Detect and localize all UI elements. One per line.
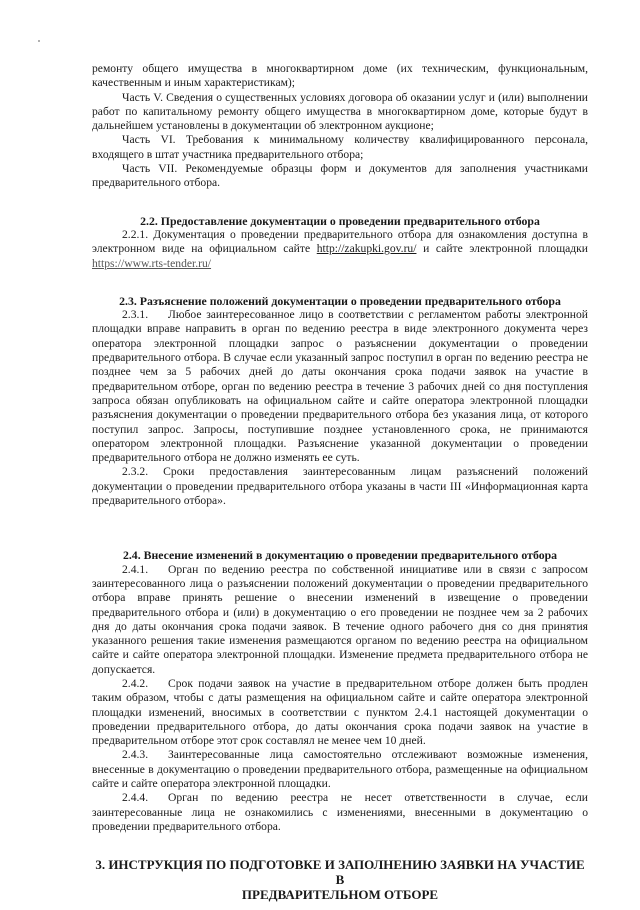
- section-2-3-heading: 2.3. Разъяснение положений документации о проведении предварительного отбора: [119, 293, 561, 308]
- clause-number: 2.3.1.: [122, 308, 149, 322]
- intro-part-5: Часть V. Сведения о существенных условиях договора об оказании услуг и (или) выполнении работ по капитальному ремонту общего имущества в многоквартирном доме, которые будут в дальнейшем установлены в документации об электронном аукционе;: [92, 90, 588, 133]
- section-2-4-1-paragraph: [92, 563, 588, 677]
- zakupki-link[interactable]: http://zakupki.gov.ru/: [316, 242, 417, 256]
- scan-artifact: [38, 40, 40, 42]
- clause-number: 2.4.3.: [122, 748, 149, 762]
- intro-part-7: Часть VII. Рекомендуемые образцы форм и документов для заполнения участниками предварительного отбора.: [92, 162, 588, 190]
- section-2-3-1-text: Любое заинтересованное лицо в соответствии с регламентом работы электронной площадки вправе направить в орган по ведению реестра в виде электронного документа через оператора электронной площадки запрос о разъяснении документации о проведении предварительного отбора. В случае если указанный запрос поступил в орган по ведению реестра не позднее чем за 5 рабочих дней до даты окончания срока подачи заявок на участие в предварительном отборе, орган по ведению реестра в течение 3 рабочих дней со дня поступления запроса обязан опубликовать на официальном сайте и сайте оператора электронной площадки разъяснения документации о проведении предварительного отбора без указания лица, от которого поступил запрос. Запросы, поступившие позднее установленного срока, не принимаются оператором электронной площадки. Разъяснение указанной документации о проведении предварительного отбора не должно изменять ее суть.: [92, 308, 588, 465]
- section-2-4-1-text: Орган по ведению реестра по собственной инициативе или в связи с запросом заинтересованного лица о разъяснении положений документации о проведении предварительного отбора вправе принять решение о внесении изменений в извещение о проведении предварительного отбора и (или) в документацию о его проведении не позднее чем за 2 рабочих дня до даты окончания срока подачи заявок. В течение одного рабочего дня со дня принятия указанного решения такие изменения размещаются органом по ведению реестра на официальном сайте и сайте оператора электронной площадки. Изменение предмета предварительного отбора не допускается.: [92, 562, 588, 676]
- intro-continuation: ремонту общего имущества в многоквартирном доме (их техническим, функциональным, качественным и иным характеристикам);: [92, 62, 588, 90]
- section-2-2-1-text-mid: и сайте электронной площадки: [416, 242, 589, 256]
- section-2-2-heading: 2.2. Предоставление документации о проведении предварительного отбора: [140, 213, 540, 228]
- intro-part-6: Часть VI. Требования к минимальному количеству квалифицированного персонала, входящего в штат участника предварительного отбора;: [92, 133, 588, 161]
- section-2-4-3-text: Заинтересованные лица самостоятельно отслеживают возможные изменения, внесенные в документацию о проведении предварительного отбора, размещенные на официальном сайте и сайте оператора электронной площадки.: [92, 748, 588, 791]
- section-2-4-4-text: Орган по ведению реестра не несет ответственности в случае, если заинтересованные лица не ознакомились с изменениями, внесенными в документацию о проведении предварительного отбора.: [92, 791, 588, 833]
- clause-number: 2.4.4.: [122, 791, 149, 805]
- document-body: [92, 62, 588, 902]
- chapter-3-heading-line-2: ПРЕДВАРИТЕЛЬНОМ ОТБОРЕ: [241, 887, 439, 903]
- section-2-4-3-paragraph: [92, 748, 588, 791]
- section-2-3-1-paragraph: [92, 308, 588, 465]
- section-2-4-2-text: Срок подачи заявок на участие в предварительном отборе должен быть продлен таким образом, чтобы с даты размещения на официальном сайте и сайте оператора электронной площадки изменений, вносимых в соответствии с пунктом 2.4.1 настоящей документации о проведении предварительного отбора, до даты окончания срока подачи заявок на участие в предварительном отборе этот срок составлял не менее чем 10 дней.: [92, 676, 588, 748]
- section-2-2-1-text: 2.2.1. Документация о проведении предварительного отбора для ознакомления доступна в электронном виде на официальном сайте: [92, 227, 588, 256]
- clause-number: 2.4.1.: [122, 562, 149, 576]
- rts-tender-link[interactable]: https://www.rts-tender.ru/: [92, 256, 212, 270]
- section-2-3-2-paragraph: 2.3.2. Сроки предоставления заинтересованным лицам разъяснений положений документации о проведении предварительного отбора указаны в части III «Информационная карта предварительного отбора».: [92, 465, 588, 508]
- section-2-4-heading: 2.4. Внесение изменений в документацию о проведении предварительного отбора: [122, 548, 558, 563]
- section-2-2-1-paragraph: [92, 228, 588, 271]
- section-2-4-4-paragraph: [92, 791, 588, 834]
- section-2-4-2-paragraph: [92, 677, 588, 748]
- chapter-3-heading-line-1: 3. ИНСТРУКЦИЯ ПО ПОДГОТОВКЕ И ЗАПОЛНЕНИЮ ЗАЯВКИ НА УЧАСТИЕ В: [95, 857, 585, 888]
- clause-number: 2.4.2.: [122, 676, 149, 690]
